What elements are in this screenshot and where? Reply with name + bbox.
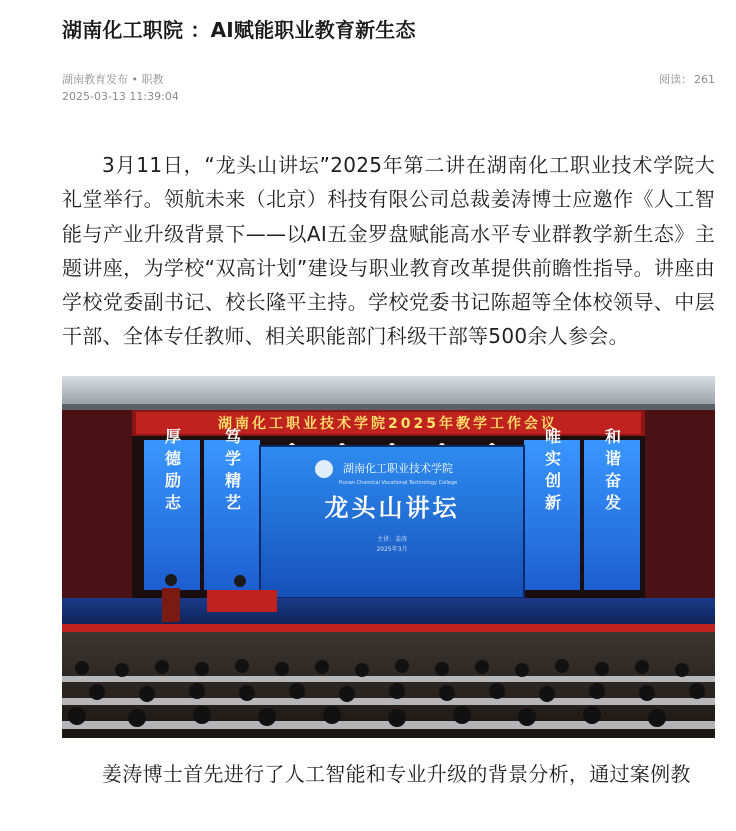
screen-small-text-2: 2025年3月 — [376, 545, 408, 553]
right-couplet-1: 唯实创新 — [542, 427, 562, 516]
left-couplet-2: 笃学精艺 — [222, 427, 242, 516]
screen-title: 龙头山讲坛 — [324, 492, 460, 522]
article-title: 湖南化工职院 ：AI赋能职业教育新生态 — [62, 18, 416, 42]
screen-logo-subtext: Hunan Chemical Vocational Technology College — [338, 479, 458, 486]
article-paragraph-2: 姜涛博士首先进行了人工智能和专业升级的背景分析，通过案例教 — [102, 761, 691, 786]
article-timestamp: 2025-03-13 11:39:04 — [62, 90, 179, 103]
article-meta — [62, 71, 715, 111]
read-count — [659, 71, 715, 88]
read-count-value: 261 — [694, 73, 715, 86]
article-source[interactable]: 湖南教育发布 • 职教 — [62, 73, 164, 86]
article-paragraph-1: 3月11日，“龙头山讲坛”2025年第二讲在湖南化工职业技术学院大礼堂举行。领航未来（北京）科技有限公司总裁姜涛博士应邀作《人工智能与产业升级背景下——以AI五金罗盘赋能高水平专业群教学新生态》主题讲座，为学校“双高计划”建设与职业教育改革提供前瞻性指导。讲座由学校党委副书记、校长隆平主持。学校党委书记陈超等全体校领导、中层干部、全体专任教师、相关职能部门科级干部等500余人参会。 — [62, 153, 715, 349]
banner-text: 湖南化工职业技术学院2025年教学工作会议 — [218, 415, 558, 432]
screen-small-text-1: 主讲：姜涛 — [376, 535, 408, 543]
read-count-label: 阅读： — [659, 73, 692, 86]
left-couplet-1: 厚德励志 — [162, 427, 182, 516]
article-photo[interactable] — [62, 376, 715, 738]
right-couplet-2: 和谐奋发 — [602, 427, 622, 516]
auditorium-photo-illustration — [62, 376, 715, 738]
screen-logo-text: 湖南化工职业技术学院 — [343, 461, 453, 475]
article — [62, 0, 715, 791]
